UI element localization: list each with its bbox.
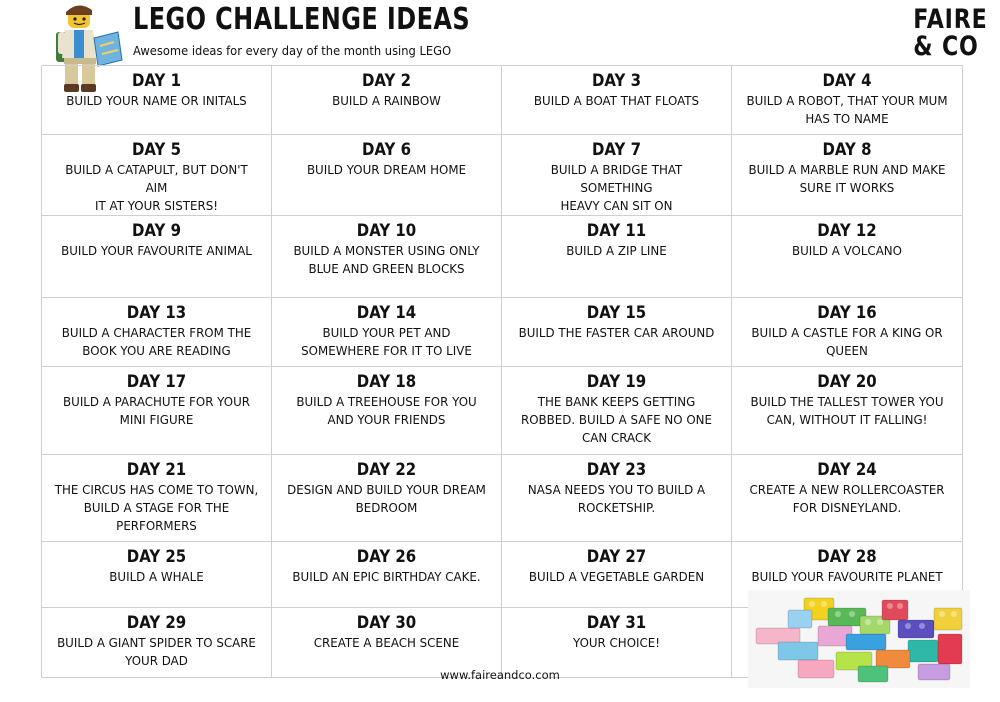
day-challenge: YOUR CHOICE! <box>572 635 661 650</box>
day-challenge: BUILD A WHALE <box>109 569 204 584</box>
day-number: DAY 11 <box>586 221 647 241</box>
day-cell <box>732 216 963 298</box>
day-challenge: BUILD YOUR PET AND SOMEWHERE FOR IT TO LIVE <box>301 325 472 358</box>
day-number: DAY 25 <box>126 547 187 567</box>
day-challenge: BUILD A CATAPULT, BUT DON'T AIM IT AT YOUR SISTERS! <box>65 162 248 213</box>
day-challenge: THE BANK KEEPS GETTING ROBBED. BUILD A SAFE NO ONE CAN CRACK <box>521 394 712 445</box>
day-number: DAY 3 <box>591 71 642 91</box>
day-challenge: THE CIRCUS HAS COME TO TOWN, BUILD A STAGE FOR THE PERFORMERS <box>54 482 259 533</box>
calendar-row <box>42 367 963 455</box>
calendar-row <box>42 298 963 367</box>
day-number: DAY 16 <box>817 303 877 323</box>
day-cell <box>732 135 963 216</box>
day-challenge: BUILD A CASTLE FOR A KING OR QUEEN <box>751 325 943 358</box>
day-number: DAY 23 <box>586 460 647 480</box>
day-number: DAY 1 <box>131 71 182 91</box>
day-cell <box>42 216 272 298</box>
day-challenge: BUILD A VEGETABLE GARDEN <box>528 569 705 584</box>
day-challenge: BUILD YOUR FAVOURITE ANIMAL <box>61 243 252 258</box>
day-cell <box>502 298 732 367</box>
day-number: DAY 27 <box>586 547 647 567</box>
day-cell <box>732 298 963 367</box>
day-cell <box>502 216 732 298</box>
day-number: DAY 26 <box>356 547 417 567</box>
day-number: DAY 12 <box>817 221 877 241</box>
day-cell <box>42 66 272 135</box>
day-challenge: BUILD A CHARACTER FROM THE BOOK YOU ARE READING <box>61 325 252 358</box>
day-challenge: BUILD YOUR FAVOURITE PLANET <box>751 569 943 584</box>
day-cell <box>272 66 502 135</box>
day-cell <box>502 367 732 455</box>
day-challenge: BUILD THE TALLEST TOWER YOU CAN, WITHOUT IT FALLING! <box>750 394 944 427</box>
day-number: DAY 17 <box>126 372 187 392</box>
day-challenge: BUILD A BOAT THAT FLOATS <box>533 93 700 108</box>
day-cell <box>42 367 272 455</box>
calendar-row <box>42 455 963 542</box>
day-number: DAY 30 <box>356 613 417 633</box>
day-cell <box>42 455 272 542</box>
page-title: LEGO CHALLENGE IDEAS <box>133 2 471 37</box>
day-number: DAY 13 <box>126 303 187 323</box>
day-number: DAY 19 <box>586 372 647 392</box>
day-number: DAY 14 <box>356 303 417 323</box>
day-cell <box>272 298 502 367</box>
day-number: DAY 10 <box>356 221 417 241</box>
day-challenge: BUILD A ZIP LINE <box>566 243 667 258</box>
day-number: DAY 8 <box>822 140 872 160</box>
day-cell <box>272 135 502 216</box>
day-cell <box>732 367 963 455</box>
calendar-row <box>42 135 963 216</box>
day-number: DAY 4 <box>822 71 872 91</box>
day-cell <box>272 608 502 678</box>
day-cell <box>502 608 732 678</box>
day-cell <box>42 298 272 367</box>
day-cell <box>42 608 272 678</box>
day-cell <box>272 216 502 298</box>
day-challenge: BUILD A MONSTER USING ONLY BLUE AND GREEN BLOCKS <box>293 243 480 276</box>
challenge-calendar <box>41 65 963 678</box>
day-challenge: BUILD A BRIDGE THAT SOMETHING HEAVY CAN SIT ON <box>550 162 683 213</box>
day-number: DAY 28 <box>817 547 877 567</box>
brand-logo <box>914 6 988 60</box>
day-cell <box>502 135 732 216</box>
day-challenge: BUILD A VOLCANO <box>792 243 902 258</box>
day-challenge: BUILD A PARACHUTE FOR YOUR MINI FIGURE <box>63 394 250 427</box>
page-subtitle: Awesome ideas for every day of the month using LEGO <box>133 43 452 58</box>
day-cell <box>272 542 502 608</box>
calendar-row <box>42 216 963 298</box>
day-challenge: BUILD THE FASTER CAR AROUND <box>518 325 715 340</box>
day-number: DAY 29 <box>126 613 187 633</box>
day-number: DAY 21 <box>126 460 187 480</box>
day-cell <box>732 455 963 542</box>
day-number: DAY 31 <box>586 613 647 633</box>
day-challenge: BUILD A TREEHOUSE FOR YOU AND YOUR FRIENDS <box>296 394 477 427</box>
day-cell <box>42 135 272 216</box>
website-url[interactable]: www.faireandco.com <box>440 668 560 682</box>
day-challenge: BUILD AN EPIC BIRTHDAY CAKE. <box>292 569 481 584</box>
day-cell <box>42 542 272 608</box>
day-number: DAY 20 <box>817 372 877 392</box>
day-cell <box>272 367 502 455</box>
day-number: DAY 15 <box>586 303 647 323</box>
day-challenge: DESIGN AND BUILD YOUR DREAM BEDROOM <box>287 482 486 515</box>
day-number: DAY 2 <box>361 71 412 91</box>
day-cell <box>502 455 732 542</box>
day-number: DAY 6 <box>361 140 412 160</box>
day-number: DAY 5 <box>131 140 182 160</box>
day-challenge: BUILD A RAINBOW <box>332 93 441 108</box>
day-number: DAY 9 <box>131 221 182 241</box>
brand-logo-line-2: & CO <box>913 31 980 62</box>
day-cell <box>502 542 732 608</box>
day-challenge: BUILD YOUR NAME OR INITALS <box>66 93 247 108</box>
day-number: DAY 18 <box>356 372 417 392</box>
day-challenge: CREATE A BEACH SCENE <box>313 635 460 650</box>
day-number: DAY 7 <box>591 140 642 160</box>
day-challenge: BUILD A MARBLE RUN AND MAKE SURE IT WORKS <box>748 162 946 195</box>
day-challenge: CREATE A NEW ROLLERCOASTER FOR DISNEYLAND. <box>749 482 945 515</box>
day-cell <box>502 66 732 135</box>
day-challenge: NASA NEEDS YOU TO BUILD A ROCKETSHIP. <box>527 482 706 515</box>
day-cell <box>732 66 963 135</box>
brand-logo-line-1: FAIRE <box>913 4 988 35</box>
day-cell <box>272 455 502 542</box>
day-number: DAY 22 <box>356 460 417 480</box>
day-challenge: BUILD YOUR DREAM HOME <box>306 162 467 177</box>
day-challenge: BUILD A ROBOT, THAT YOUR MUM HAS TO NAME <box>746 93 948 126</box>
day-challenge: BUILD A GIANT SPIDER TO SCARE YOUR DAD <box>57 635 256 668</box>
day-number: DAY 24 <box>817 460 877 480</box>
calendar-row <box>42 66 963 135</box>
